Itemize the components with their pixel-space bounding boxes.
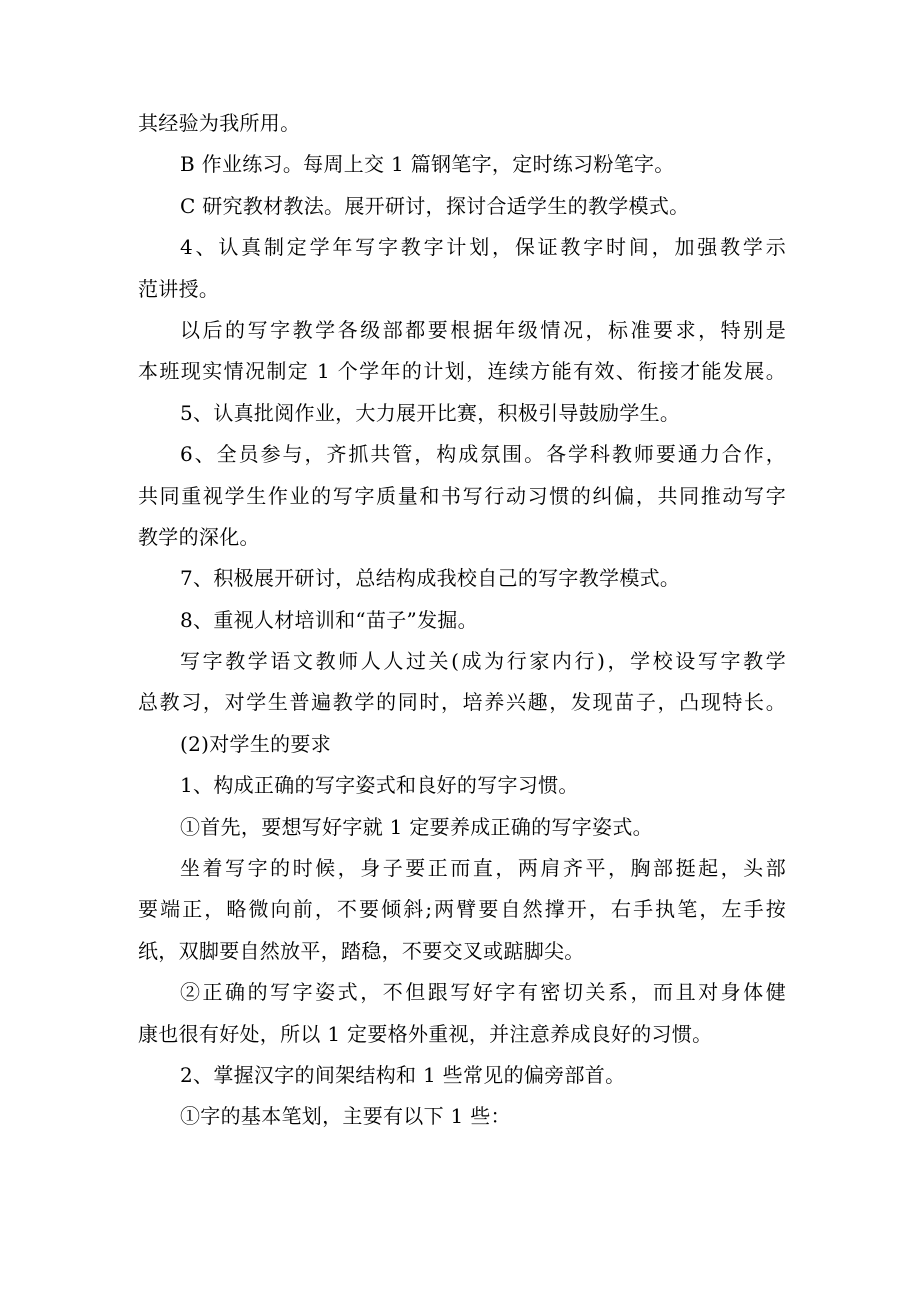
text-line: 坐着写字的时候，身子要正而直，两肩齐平，胸部挺起，头部 (180, 856, 786, 881)
text-line: 本班现实情况制定 1 个学年的计划，连续方能有效、衔接才能发展。 (138, 359, 786, 384)
text-line: B 作业练习。每周上交 1 篇钢笔字，定时练习粉笔字。 (180, 152, 675, 177)
text-line: 8、重视人材培训和“苗子”发掘。 (180, 607, 478, 632)
text-line: 纸，双脚要自然放平，踏稳，不要交叉或踮脚尖。 (138, 938, 585, 963)
text-line: 范讲授。 (138, 276, 220, 301)
text-line: 5、认真批阅作业，大力展开比赛，积极引导鼓励学生。 (180, 400, 681, 425)
text-line: 总教习，对学生普遍教学的同时，培养兴趣，发现苗子，凸现特长。 (138, 690, 786, 715)
document-body (138, 103, 786, 1138)
text-line: 要端正，略微向前，不要倾斜;两臂要自然撑开，右手执笔，左手按 (138, 897, 786, 922)
text-line: 2、掌握汉字的间架结构和 1 些常见的偏旁部首。 (180, 1062, 626, 1087)
text-line: (2)对学生的要求 (180, 731, 332, 756)
text-line: 教学的深化。 (138, 524, 260, 549)
text-line: 4、认真制定学年写字教字计划，保证教字时间，加强教学示 (180, 235, 786, 260)
text-line: C 研究教材教法。展开研讨，探讨合适学生的教学模式。 (180, 193, 690, 218)
text-line: 康也很有好处，所以 1 定要格外重视，并注意养成良好的习惯。 (138, 1021, 713, 1046)
text-line: 其经验为我所用。 (138, 111, 301, 135)
text-line: 共同重视学生作业的写字质量和书写行动习惯的纠偏，共同推动写字 (138, 483, 786, 508)
text-line: 6、全员参与，齐抓共管，构成氛围。各学科教师要通力合作， (180, 442, 786, 467)
text-line: 写字教学语文教师人人过关(成为行家内行)，学校设写字教学 (180, 649, 786, 674)
text-line: 1、构成正确的写字姿式和良好的写字习惯。 (180, 773, 579, 798)
text-line: 以后的写字教学各级部都要根据年级情况，标准要求，特别是 (180, 317, 786, 342)
text-line: 7、积极展开研讨，总结构成我校自己的写字教学模式。 (180, 566, 681, 591)
text-line: ②正确的写字姿式，不但跟写好字有密切关系，而且对身体健 (180, 980, 786, 1005)
text-line: ①首先，要想写好字就 1 定要养成正确的写字姿式。 (180, 814, 653, 839)
text-line: ①字的基本笔划，主要有以下 1 些： (180, 1104, 511, 1129)
